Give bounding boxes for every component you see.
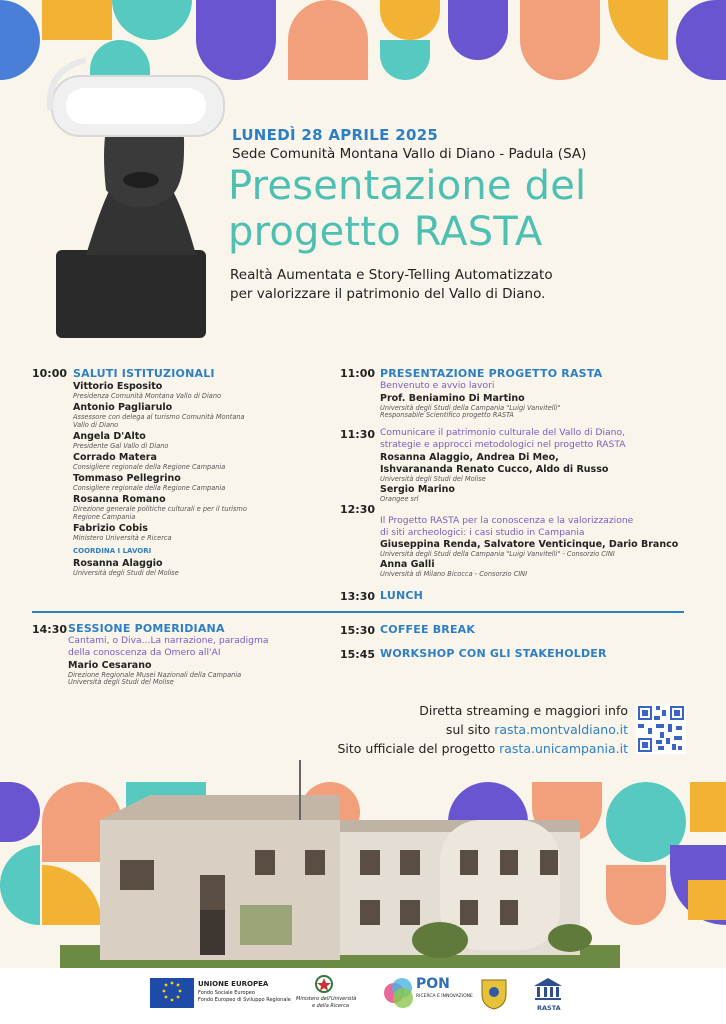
event-date: LUNEDÌ 28 APRILE 2025 [232,126,439,144]
crest-icon [480,976,508,1010]
talk-comunicare-1: Comunicare il patrimonio culturale del Vallo di Diano, [380,427,626,438]
speaker-role: Vallo di Diano [73,421,119,429]
speaker-role: Consigliere regionale della Regione Campania [73,463,226,471]
speaker-role: Consigliere regionale della Regione Campania [73,484,226,492]
building-photo [60,760,620,970]
eu-flag-icon [150,978,194,1008]
session-coffee-break: COFFEE BREAK [380,623,476,636]
session-pomeridiana: SESSIONE POMERIDIANA [68,622,225,635]
speaker-role: Università degli Studi del Molise [68,678,174,686]
time-1000: 10:00 [32,367,68,380]
divider [32,611,684,613]
link-unicampania[interactable]: rasta.unicampania.it [499,741,628,756]
vr-headset-bust-image [46,40,236,340]
info-site [446,722,628,737]
subtitle-line-1: Realtà Aumentata e Story-Telling Automatizzato [230,267,553,283]
subtitle [230,266,553,304]
talk-cantami-1: Cantami, o Diva...La narrazione, paradigma [68,635,269,646]
speaker-role: Orangee srl [380,495,419,503]
talk-casi-studio-1: Il Progetto RASTA per la conoscenza e la valorizzazione [380,515,634,526]
qr-code[interactable] [636,704,686,754]
speaker-role: Università di Milano Bicocca - Consorzio CINI [380,570,528,578]
pon-logo-icon [382,976,416,1010]
time-1545: 15:45 [340,648,376,661]
speaker-name: Corrado Matera [73,452,157,463]
talk-benvenuto: Benvenuto e avvio lavori [380,380,495,391]
time-1230: 12:30 [340,503,376,516]
speaker-role: Presidente Gal Vallo di Diano [73,442,169,450]
speaker-role: Ministero Università e Ricerca [73,534,172,542]
link-montvaldiano[interactable]: rasta.montvaldiano.it [494,722,628,737]
speaker-role: Responsabile Scientifico progetto RASTA [380,411,514,419]
speaker-role: Università degli Studi della Campania "Luigi Vanvitelli" [380,404,561,412]
speaker-list [73,381,333,542]
time-1100: 11:00 [340,367,376,380]
speaker-name: Ishvarananda Renato Cucco, Aldo di Russo [380,464,609,475]
eu-title: UNIONE EUROPEA [198,980,269,988]
speaker-name: Rosanna Romano [73,494,166,505]
time-1530: 15:30 [340,624,376,637]
rasta-label: RASTA [537,1004,561,1012]
speaker-name: Sergio Marino [380,484,455,495]
title-line-1: Presentazione del [228,163,587,209]
pon-sub: RICERCA E INNOVAZIONE [416,994,473,999]
page-title [228,163,586,255]
eu-line-1: Fondo Sociale Europeo [198,990,255,996]
speaker-role: Regione Campania [73,513,136,521]
speaker-name: Vittorio Esposito [73,381,163,392]
speaker-name: Tommaso Pellegrino [73,473,181,484]
time-1430: 14:30 [32,623,68,636]
speaker-name: Antonio Pagliarulo [73,402,173,413]
coord-label: COORDINA I LAVORI [73,547,152,555]
speaker-role: Università degli Studi del Molise [380,475,486,483]
info-site-prefix: sul sito [445,722,495,737]
eu-line-2: Fondo Europeo di Sviluppo Regionale [198,997,291,1003]
speaker-role: Presidenza Comunità Montana Vallo di Diano [73,392,222,400]
speaker-role: Direzione generale politiche culturali e per il turismo [73,505,247,513]
speaker-name: Anna Galli [380,559,435,570]
speaker-role: Direzione Regionale Musei Nazionali della Campania [68,671,242,679]
talk-comunicare-2: strategie e approcci metodologici nel progetto RASTA [380,439,626,450]
speaker-name: Angela D'Alto [73,431,146,442]
pon-label: PON [416,976,450,992]
speaker-role: Assessore con delega al turismo Comunità Montana [73,413,245,421]
title-line-2: progetto RASTA [228,209,543,255]
italian-emblem-icon [314,974,334,994]
subtitle-line-2: per valorizzare il patrimonio del Vallo di Diano. [230,286,546,302]
time-1130: 11:30 [340,428,376,441]
speaker-name: Prof. Beniamino Di Martino [380,393,525,404]
rasta-logo-icon [532,976,564,1002]
speaker-name: Mario Cesarano [68,660,152,671]
session-saluti: SALUTI ISTITUZIONALI [73,367,215,380]
ministry-line-1: Ministero dell'Università [296,996,357,1002]
coord-name: Rosanna Alaggio [73,558,163,569]
time-1330: 13:30 [340,590,376,603]
session-presentazione: PRESENTAZIONE PROGETTO RASTA [380,367,603,380]
talk-casi-studio-2: di siti archeologici: i casi studio in Campania [380,527,585,538]
info-streaming: Diretta streaming e maggiori info [419,703,628,718]
session-workshop: WORKSHOP CON GLI STAKEHOLDER [380,647,607,660]
talk-cantami-2: della conoscenza da Omero all'AI [68,647,221,658]
coord-role: Università degli Studi del Molise [73,569,179,577]
speaker-name: Rosanna Alaggio, Andrea Di Meo, [380,452,559,463]
speaker-name: Giuseppina Renda, Salvatore Venticinque, Dario Branco [380,539,679,550]
info-official [337,741,628,756]
ministry-line-2: e della Ricerca [312,1003,349,1009]
speaker-name: Fabrizio Cobis [73,523,148,534]
footer [0,968,726,1024]
speaker-role: Università degli Studi della Campania "Luigi Vanvitelli" - Consorzio CINI [380,550,615,558]
session-lunch: LUNCH [380,589,424,602]
event-venue: Sede Comunità Montana Vallo di Diano - Padula (SA) [232,146,587,162]
info-official-prefix: Sito ufficiale del progetto [337,741,500,756]
